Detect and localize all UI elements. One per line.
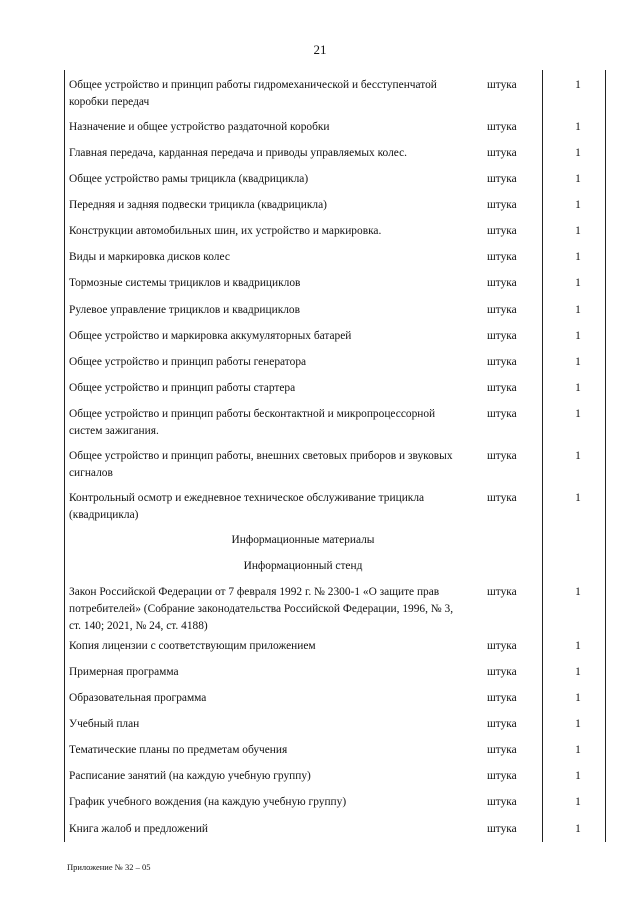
item-unit: штука xyxy=(487,492,517,504)
item-qty: 1 xyxy=(575,492,581,504)
item-unit: штука xyxy=(487,173,517,185)
item-unit: штука xyxy=(487,251,517,263)
item-qty: 1 xyxy=(575,823,581,835)
item-name: Рулевое управление трициклов и квадрициклов xyxy=(69,304,300,316)
item-unit: штука xyxy=(487,823,517,835)
item-unit: штука xyxy=(487,277,517,289)
item-qty: 1 xyxy=(575,277,581,289)
item-qty: 1 xyxy=(575,382,581,394)
item-qty: 1 xyxy=(575,251,581,263)
item-qty: 1 xyxy=(575,330,581,342)
item-unit: штука xyxy=(487,225,517,237)
item-name: Тематические планы по предметам обучения xyxy=(69,744,288,756)
item-qty: 1 xyxy=(575,304,581,316)
item-unit: штука xyxy=(487,408,517,420)
table-border-unit xyxy=(542,70,543,842)
item-unit: штука xyxy=(487,796,517,808)
item-qty: 1 xyxy=(575,586,581,598)
item-name: Примерная программа xyxy=(69,666,179,678)
item-qty: 1 xyxy=(575,79,581,91)
item-unit: штука xyxy=(487,692,517,704)
item-name: Главная передача, карданная передача и приводы управляемых колес. xyxy=(69,147,408,159)
item-unit: штука xyxy=(487,718,517,730)
item-name: Тормозные системы трициклов и квадрициклов xyxy=(69,277,301,289)
item-qty: 1 xyxy=(575,666,581,678)
item-qty: 1 xyxy=(575,450,581,462)
item-qty: 1 xyxy=(575,147,581,159)
item-unit: штука xyxy=(487,147,517,159)
item-unit: штука xyxy=(487,450,517,462)
item-qty: 1 xyxy=(575,770,581,782)
item-name: Общее устройство и принцип работы бесконтактной и микропроцессорной систем зажигания. xyxy=(69,408,436,437)
item-name: Книга жалоб и предложений xyxy=(69,823,209,835)
item-unit: штука xyxy=(487,199,517,211)
item-name: Общее устройство и принцип работы, внешних световых приборов и звуковых сигналов xyxy=(69,450,453,479)
item-name: Виды и маркировка дисков колес xyxy=(69,251,230,263)
item-name: Учебный план xyxy=(69,718,140,730)
page-number: 21 xyxy=(313,42,327,57)
item-qty: 1 xyxy=(575,718,581,730)
item-name: Общее устройство и маркировка аккумуляторных батарей xyxy=(69,330,352,342)
item-name: Расписание занятий (на каждую учебную группу) xyxy=(69,770,311,782)
item-name: Назначение и общее устройство раздаточной коробки xyxy=(69,121,330,133)
item-qty: 1 xyxy=(575,356,581,368)
item-name: Общее устройство и принцип работы гидромеханической и бесступенчатой коробки передач xyxy=(69,79,437,108)
item-name: Общее устройство рамы трицикла (квадрицикла) xyxy=(69,173,309,185)
section-heading: Информационные материалы xyxy=(231,534,375,546)
item-unit: штука xyxy=(487,79,517,91)
item-unit: штука xyxy=(487,382,517,394)
item-unit: штука xyxy=(487,770,517,782)
item-unit: штука xyxy=(487,586,517,598)
item-qty: 1 xyxy=(575,199,581,211)
section-subheading: Информационный стенд xyxy=(243,560,363,572)
item-unit: штука xyxy=(487,744,517,756)
item-unit: штука xyxy=(487,640,517,652)
table-border-right xyxy=(605,70,606,842)
item-qty: 1 xyxy=(575,640,581,652)
item-unit: штука xyxy=(487,330,517,342)
item-qty: 1 xyxy=(575,225,581,237)
item-unit: штука xyxy=(487,666,517,678)
item-name: Передняя и задняя подвески трицикла (квадрицикла) xyxy=(69,199,327,211)
item-qty: 1 xyxy=(575,796,581,808)
item-unit: штука xyxy=(487,356,517,368)
item-qty: 1 xyxy=(575,692,581,704)
item-name: Закон Российской Федерации от 7 февраля 1992 г. № 2300-1 «О защите прав потребителей» (Собрание законодательства Российской Федерации, 1996, № 3, ст. 140; 2021, № 24, ст. 4188) xyxy=(69,586,454,632)
table-border-left xyxy=(64,70,65,842)
item-name: График учебного вождения (на каждую учебную группу) xyxy=(69,796,347,808)
item-name: Конструкции автомобильных шин, их устройство и маркировка. xyxy=(69,225,382,237)
item-qty: 1 xyxy=(575,173,581,185)
item-name: Общее устройство и принцип работы стартера xyxy=(69,382,296,394)
item-qty: 1 xyxy=(575,121,581,133)
equipment-table xyxy=(64,70,606,842)
item-name: Образовательная программа xyxy=(69,692,207,704)
item-name: Общее устройство и принцип работы генератора xyxy=(69,356,307,368)
item-unit: штука xyxy=(487,121,517,133)
item-name: Контрольный осмотр и ежедневное техническое обслуживание трицикла (квадрицикла) xyxy=(69,492,425,521)
item-unit: штука xyxy=(487,304,517,316)
footer-note: Приложение № 32 – 05 xyxy=(67,862,151,872)
item-qty: 1 xyxy=(575,408,581,420)
item-name: Копия лицензии с соответствующим приложением xyxy=(69,640,316,652)
item-qty: 1 xyxy=(575,744,581,756)
